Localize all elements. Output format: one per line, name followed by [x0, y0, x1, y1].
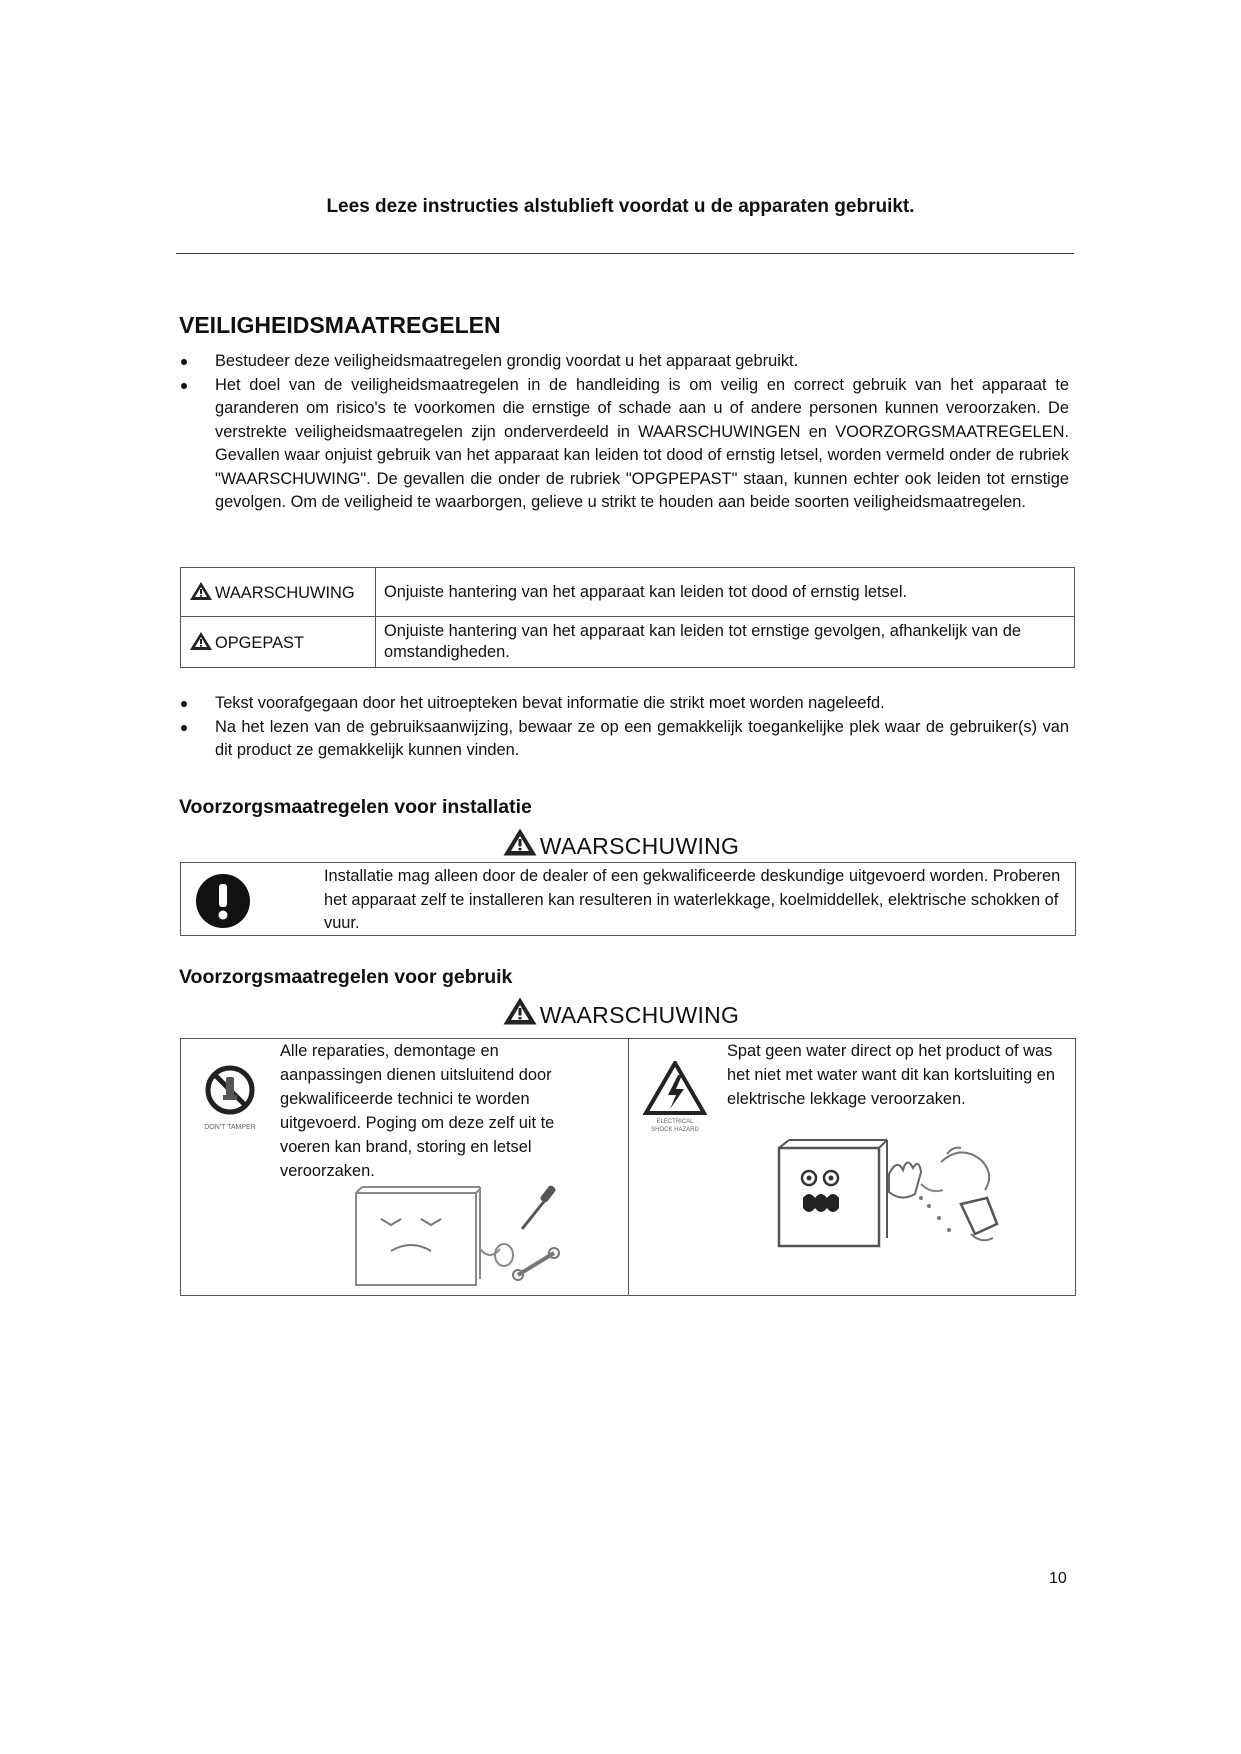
page-number: 10	[1049, 1570, 1067, 1587]
column-divider	[628, 1039, 629, 1295]
warning-label: WAARSCHUWING	[215, 584, 355, 602]
caution-label: OPGEPAST	[215, 634, 304, 652]
usage-left-text: Alle reparaties, demontage en aanpassingen dienen uitsluitend door gekwalificeerde technici te worden uitgevoerd. Poging om deze zelf uit te voeren kan brand, storing en letsel veroorzaken.	[280, 1042, 555, 1180]
tamper-illustration	[346, 1179, 576, 1291]
electrical-shock-hazard-icon	[636, 1061, 714, 1135]
installation-warning-label: WAARSCHUWING	[539, 833, 740, 859]
after-bullet-list	[179, 692, 1069, 763]
intro-bullet-1: Bestudeer deze veiligheidsmaatregelen grondig voordat u het apparaat gebruikt.	[179, 350, 1069, 374]
warning-triangle-icon	[502, 996, 538, 1026]
usage-right-text: Spat geen water direct op het product of was het niet met water want dit kan kortsluiting en elektrische lekkage veroorzaken.	[727, 1042, 1055, 1108]
warning-label-cell	[181, 568, 376, 617]
water-splash-illustration	[771, 1134, 1021, 1259]
table-row	[181, 568, 1075, 617]
caution-description: Onjuiste hantering van het apparaat kan leiden tot ernstige gevolgen, afhankelijk van de omstandigheden.	[376, 617, 1075, 668]
caution-triangle-icon	[189, 631, 213, 651]
warning-triangle-icon	[189, 581, 213, 601]
installation-warning-heading	[0, 827, 1241, 860]
installation-warning-box	[180, 862, 1076, 936]
installation-warning-text: Installatie mag alleen door de dealer of een gekwalificeerde deskundige uitgevoerd worden. Proberen het apparaat zelf te installeren kan resulteren in waterlekkage, koelmiddellek, elektrische schokken of vuur.	[324, 867, 1061, 932]
intro-bullet-list	[179, 350, 1069, 515]
no-tamper-caption: DON'T TAMPER	[204, 1124, 256, 1131]
usage-warning-label: WAARSCHUWING	[539, 1002, 740, 1028]
usage-warning-heading	[0, 996, 1241, 1029]
no-tamper-icon	[193, 1063, 267, 1135]
shock-hazard-caption: SHOCK HAZARD	[651, 1127, 699, 1133]
warning-levels-table	[180, 567, 1075, 668]
warning-description: Onjuiste hantering van het apparaat kan leiden tot dood of ernstig letsel.	[376, 568, 1075, 617]
warning-triangle-icon	[502, 827, 538, 857]
after-bullet-2: Na het lezen van de gebruiksaanwijzing, bewaar ze op een gemakkelijk toegankelijke plek waar de gebruiker(s) van dit product ze gemakkelijk kunnen vinden.	[179, 716, 1069, 763]
electrical-caption: ELECTRICAL	[656, 1119, 694, 1125]
installation-title: Voorzorgsmaatregelen voor installatie	[179, 796, 532, 818]
header-rule	[176, 253, 1074, 254]
top-note: Lees deze instructies alstublieft voordat u de apparaten gebruikt.	[326, 196, 915, 217]
table-row	[181, 617, 1075, 668]
usage-warning-box	[180, 1038, 1076, 1296]
caution-label-cell	[181, 617, 376, 668]
intro-bullet-2: Het doel van de veiligheidsmaatregelen in de handleiding is om veilig en correct gebruik van het apparaat te garanderen om risico's te voorkomen die ernstige of schade aan u of andere personen kunnen veroorzaken. De verstrekte veiligheidsmaatregelen zijn onderverdeeld in WAARSCHUWINGEN en VOORZORGSMAATREGELEN. Gevallen waar onjuist gebruik van het apparaat kan leiden tot dood of ernstig letsel, worden vermeld onder de rubriek "WAARSCHUWING". De gevallen die onder de rubriek "OPGPEPAST" staan, kunnen echter ook leiden tot ernstige gevolgen. Om de veiligheid te waarborgen, gelieve u strikt te houden aan beide soorten veiligheidsmaatregelen.	[179, 374, 1069, 515]
section-title: VEILIGHEIDSMAATREGELEN	[179, 312, 501, 338]
after-bullet-1: Tekst voorafgegaan door het uitroepteken bevat informatie die strikt moet worden nageleefd.	[179, 692, 1069, 716]
usage-title: Voorzorgsmaatregelen voor gebruik	[179, 966, 513, 988]
exclamation-circle-icon	[195, 873, 251, 929]
